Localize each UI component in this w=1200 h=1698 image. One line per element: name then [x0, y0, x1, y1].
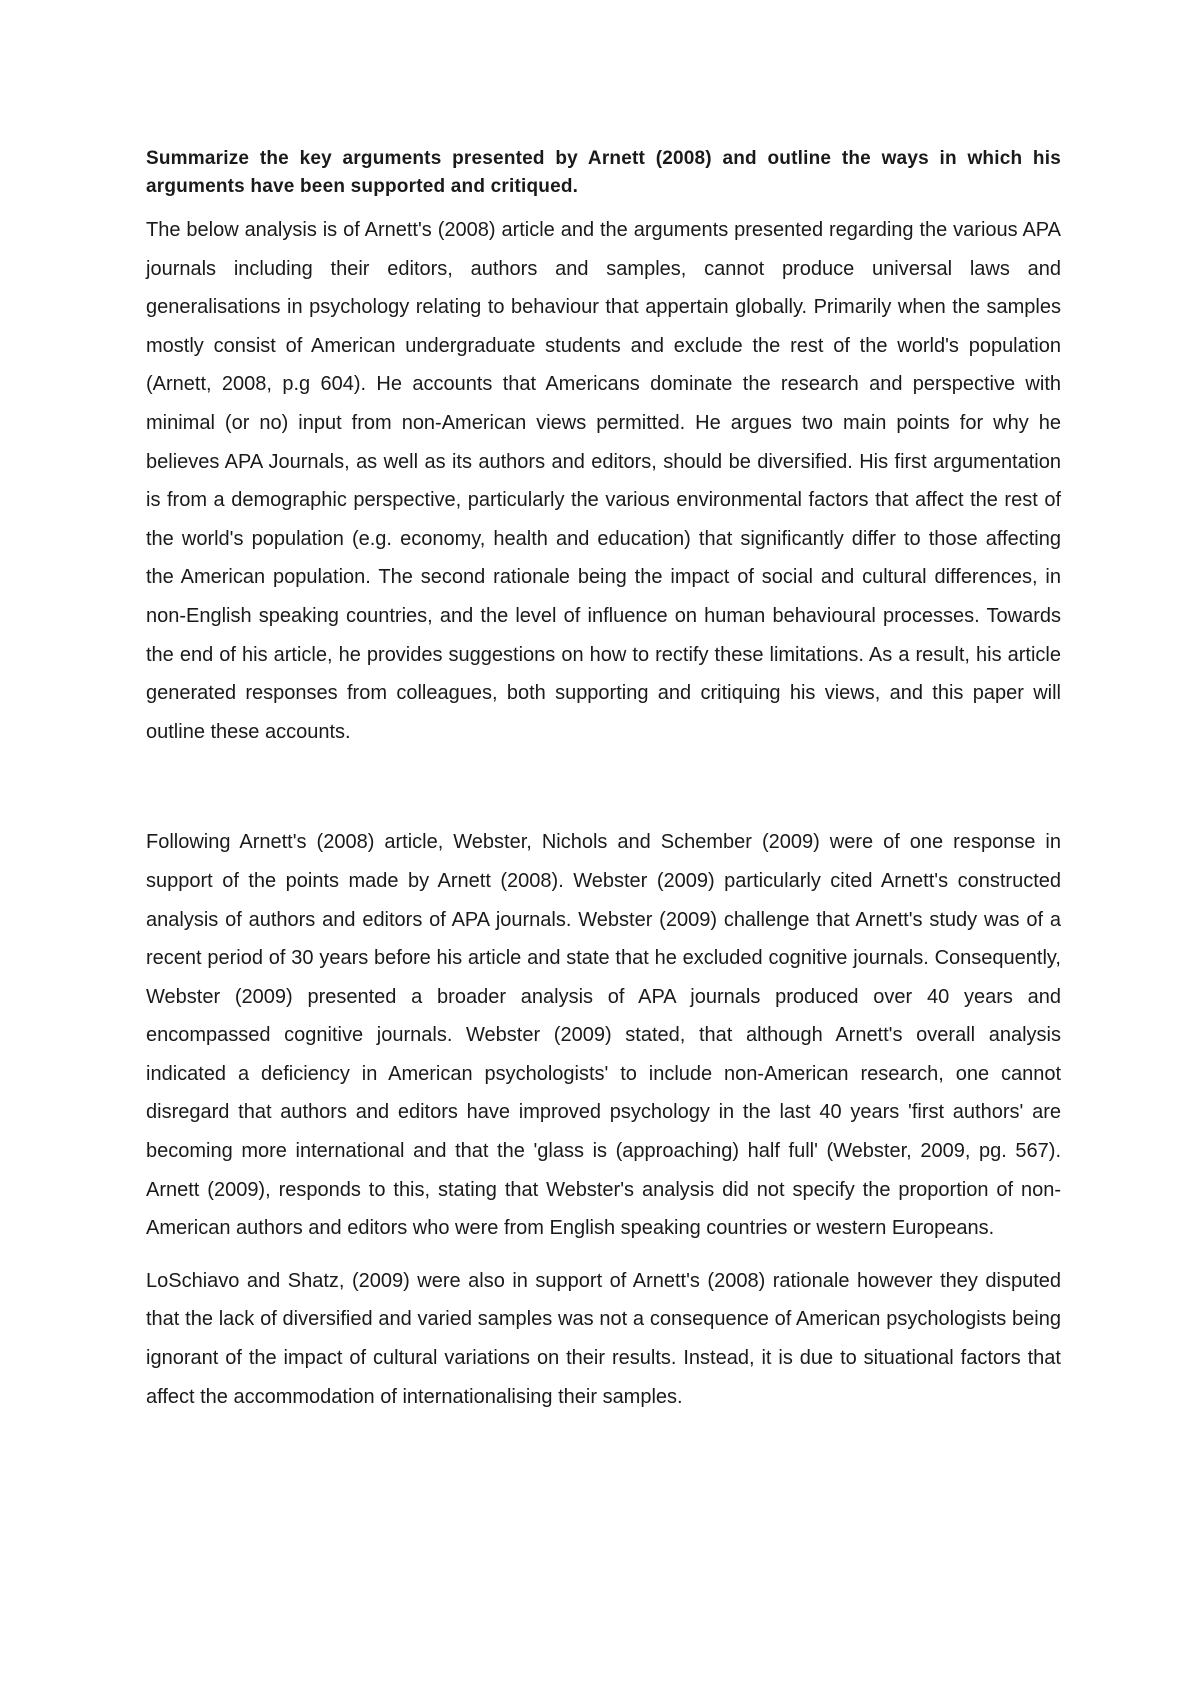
document-body [146, 145, 1061, 1416]
paragraph-webster-response: Following Arnett's (2008) article, Webster, Nichols and Schember (2009) were of one response in support of the points made by Arnett (2008). Webster (2009) particularly cited Arnett's constructed analysis of authors and editors of APA journals. Webster (2009) challenge that Arnett's study was of a recent period of 30 years before his article and state that he excluded cognitive journals. Consequently, Webster (2009) presented a broader analysis of APA journals produced over 40 years and encompassed cognitive journals. Webster (2009) stated, that although Arnett's overall analysis indicated a deficiency in American psychologists' to include non-American research, one cannot disregard that authors and editors have improved psychology in the last 40 years 'first authors' are becoming more international and that the 'glass is (approaching) half full' (Webster, 2009, pg. 567). Arnett (2009), responds to this, stating that Webster's analysis did not specify the proportion of non-American authors and editors who were from English speaking countries or western Europeans. [146, 831, 1061, 1240]
essay-question-heading: Summarize the key arguments presented by Arnett (2008) and outline the ways in which his arguments have been supported and critiqued. [146, 148, 1061, 197]
paragraph-loschiavo-shatz: LoSchiavo and Shatz, (2009) were also in support of Arnett's (2008) rationale however they disputed that the lack of diversified and varied samples was not a consequence of American psychologists being ignorant of the impact of cultural variations on their results. Instead, it is due to situational factors that affect the accommodation of internationalising their samples. [146, 1269, 1061, 1408]
paragraph-introduction: The below analysis is of Arnett's (2008) article and the arguments presented regarding the various APA journals including their editors, authors and samples, cannot produce universal laws and generalisations in psychology relating to behaviour that appertain globally. Primarily when the samples mostly consist of American undergraduate students and exclude the rest of the world's population (Arnett, 2008, p.g 604). He accounts that Americans dominate the research and perspective with minimal (or no) input from non-American views permitted. He argues two main points for why he believes APA Journals, as well as its authors and editors, should be diversified. His first argumentation is from a demographic perspective, particularly the various environmental factors that affect the rest of the world's population (e.g. economy, health and education) that significantly differ to those affecting the American population. The second rationale being the impact of social and cultural differences, in non-English speaking countries, and the level of influence on human behavioural processes. Towards the end of his article, he provides suggestions on how to rectify these limitations. As a result, his article generated responses from colleagues, both supporting and critiquing his views, and this paper will outline these accounts. [146, 219, 1061, 743]
